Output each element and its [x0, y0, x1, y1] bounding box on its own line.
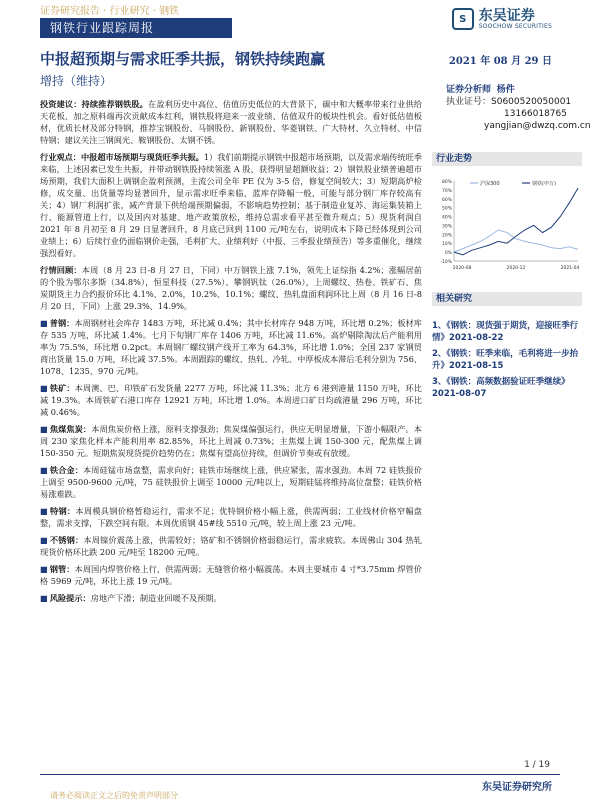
paragraph-lead: 行业观点：中报超市场预期与现货旺季共振。	[40, 152, 204, 162]
analyst-email[interactable]: yangjian@dwzq.com.cn	[484, 121, 591, 131]
y-tick-label: 70%	[441, 188, 452, 194]
report-banner: 钢铁行业跟踪周报	[40, 18, 232, 38]
footer-divider	[40, 774, 560, 775]
footer-brand: 东吴证券研究所	[482, 782, 552, 793]
paragraph-market	[40, 264, 422, 312]
item-label: 特钢：	[50, 506, 76, 516]
bullet-icon: ■	[40, 535, 48, 545]
item-label: 铁合金：	[49, 465, 83, 475]
y-tick-label: 20%	[441, 233, 452, 239]
y-tick-label: 30%	[441, 224, 452, 230]
item-text: 本周镍价震荡上涨，供需较好；铬矿和不锈钢价格弱稳运行，需求疲软。本周佛山 304 热轧现货价格环比跌 200 元/吨至 18200 元/吨。	[40, 535, 422, 557]
related-section-header: 相关研究	[432, 292, 582, 306]
item-special-steel	[40, 505, 422, 529]
item-label: 焦煤焦炭：	[49, 424, 92, 434]
trend-chart-svg	[432, 175, 582, 275]
x-tick-label: 2020-08	[452, 266, 472, 271]
analyst-info	[446, 84, 591, 132]
rating: 增持（维持）	[40, 74, 113, 88]
brand-logo-icon: S	[452, 8, 474, 30]
item-label: 铁矿：	[49, 383, 75, 393]
related-item[interactable]: 3、《钢铁：高频数据验证旺季继续》2021-08-07	[432, 377, 570, 399]
bullet-icon: ■	[40, 383, 48, 393]
bullet-icon: ■	[40, 564, 48, 574]
y-tick-label: 60%	[441, 197, 452, 203]
report-body	[40, 98, 422, 609]
item-iron-ore	[40, 382, 422, 418]
item-label: 风险提示：	[49, 593, 91, 603]
item-label: 钢管：	[49, 564, 75, 574]
item-text: 本周钢材社会库存 1483 万吨，环比减 0.4%；其中长材库存 948 万吨，环比增 0.2%；板材库存 535 万吨，环比减 1.4%。七月下旬钢厂库存 1406 万吨，环比减 11.6%。高炉剔除淘汰后产能利用率为 75.5%，环比增 0.2pct。本周钢厂螺纹钢产线开工率为 64.3%，环比增 1.0%；全国 237 家钢贸商出货量 15.0 万吨，环比减 37.5%。本周跟踪的螺纹、热轧、冷轧、中厚板成本滞后毛利分别为 756、1078、1235、970 元/吨。	[40, 318, 422, 376]
brand-name: 东吴证券	[478, 7, 535, 24]
y-tick-label: 50%	[441, 206, 452, 212]
bullet-icon: ■	[40, 593, 48, 603]
item-pipe	[40, 563, 422, 587]
paragraph-investment	[40, 98, 422, 146]
paragraph-view	[40, 151, 422, 259]
y-tick-label: -10%	[440, 260, 452, 265]
analyst-phone: 13166018765	[504, 109, 567, 119]
paragraph-lead: 投资建议：持续推荐钢铁股。	[40, 99, 148, 109]
analyst-role: 证券分析师	[446, 85, 492, 95]
related-item[interactable]: 1、《钢铁：现货强于期货，迎接旺季行情》2021-08-22	[432, 321, 579, 343]
report-date: 2021 年 08 月 29 日	[448, 56, 552, 67]
paragraph-text: 1）我们前期提示钢铁中报超市场预期，以及需求端传统旺季来临，上述因素已发生共振，并带动钢铁股持续领涨 A 股，获得明显超额收益；2）钢铁股业绩普遍超市场预期，我们大面积上调钢企盈利预测，主流公司全年 PE 仅为 3-5 倍，修复空间较大；3）短期高炉检修，成交量、出货量等均显著回升，显示需求旺季来临，蓝库存降幅一般，可能与部分钢厂库存较高有关；4）钢厂利润扩张，减产背景下供给端预期偏弱，不影响趋势控制；基于制造业复苏、海运集装箱上行、能源管道上行，以及国内对基建、地产政策放松，维持总需求看平甚至微升观点；5）现货利润自 2021 年 8 月初至 8 月 29 日显著回升，8 月底已回到 1100 元/吨左右，说明成本下降已经体现到公司业绩上；6）后续行业仍面临钢价走强，毛利扩大、业绩利好（中报、三季报业绩预告）等多重催化，继续强烈看好。	[40, 152, 422, 258]
paragraph-text: 本周（8 月 23 日-8 月 27 日，下同）中万钢铁上涨 7.1%，领先上证综指 4.2%；涨幅居前的个股为鄂尔多斯（34.8%），恒星科技（27.5%）、攀钢钒钛（26.0%），上周螺纹、热卷、铁矿石、焦炭期货主力合约报价环比 4.1%、2.0%，10.2%、10.1%；螺纹、热轧盘面利润环比上周（8 月 16 日-8 月 20 日，下同）上涨 29.3%、14.9%。	[40, 265, 422, 311]
item-label: 普钢：	[49, 318, 75, 328]
series-line-0	[454, 230, 578, 252]
item-coke	[40, 423, 422, 459]
item-stainless	[40, 534, 422, 558]
page-number: 1 / 19	[524, 760, 550, 770]
bullet-icon: ■	[40, 318, 48, 328]
paragraph-text: 在盈利历史中高位、估值历史低位的大背景下，碳中和大概率带来行业供给天花板、加之原料端再次贡献成本红利，钢铁股将迎来一波业绩、估值双升的板块性机会。看好低估值板材，优质长材及部分特钢，推荐宝钢股份、马钢股份、新钢股份、华菱钢铁、广大特材、久立特材、中信特钢；建议关注三钢闽光、鞍钢股份、太钢不锈。	[40, 99, 422, 145]
report-category: 证券研究报告 · 行业研究 · 钢铁	[40, 6, 180, 17]
x-tick-label: 2020-12	[506, 266, 526, 271]
item-text: 本周澳、巴、印铁矿石发货量 2277 万吨，环比减 11.3%；北方 6 港到港量 1150 万吨，环比减 19.3%。本周铁矿石港口库存 12921 万吨，环比增 1.0%。本周进口矿日均疏港量 296 万吨，环比减 0.46%。	[40, 383, 422, 417]
bullet-icon: ■	[40, 424, 48, 434]
analyst-name: 杨件	[496, 85, 515, 95]
item-text: 本周模具钢价格暂稳运行，需求不足；优特钢价格小幅上涨，供需两弱；工业线材价格窄幅盘整，需求支撑，下跌空间有限。本周优质钢 45#线 5510 元/吨，较上周上涨 23 元/吨。	[40, 506, 422, 528]
trend-section-header: 行业走势	[432, 152, 582, 166]
item-risk	[40, 592, 422, 604]
bullet-icon: ■	[40, 506, 49, 516]
y-tick-label: 10%	[441, 242, 452, 248]
item-text: 本周焦炭价格上涨，原料支撑强劲；焦炭煤偏强运行，供应无明显增量，下游小幅限产。本周 230 家焦化样本产能利用率 82.85%，环比上周减 0.73%；主焦煤上调 150-300 元，配焦煤上调 150-350 元。短期焦炭现货提价趋势仍在；焦煤有望高位持续，但调价节奏或有放缓。	[40, 424, 422, 458]
y-tick-label: 40%	[441, 215, 452, 221]
x-tick-label: 2021-04	[560, 266, 580, 271]
analyst-cert: 执业证号：S0600520050001	[446, 97, 572, 107]
related-list	[432, 320, 582, 404]
brand	[452, 8, 552, 30]
y-tick-label: 80%	[441, 180, 452, 185]
item-text: 房地产下滑；制造业回暖不及预期。	[90, 593, 222, 603]
disclaimer-note: 请务必阅读正文之后的免责声明部分	[50, 791, 178, 800]
legend-label: 沪深300	[480, 181, 500, 187]
item-text: 本周硅锰市场盘整，需求向好；硅铁市场继续上涨，供应紧张，需求强劲。本周 72 硅铁报价上调至 9500-9600 元/吨，75 硅铁报价上调至 10000 元/吨以上，短期硅锰将维持高位盘整；硅铁价格易涨难跌。	[40, 465, 422, 499]
item-text: 本周国内焊管价格上行，供需两弱；无缝管价格小幅震荡。本周主要城市 4 寸*3.75mm 焊管价格 5969 元/吨，环比上涨 19 元/吨。	[40, 564, 422, 586]
item-ordinary-steel	[40, 317, 422, 377]
trend-chart	[432, 175, 582, 275]
paragraph-lead: 行情回顾：	[40, 265, 82, 275]
item-label: 不锈钢：	[49, 535, 84, 545]
report-title: 中报超预期与需求旺季共振，钢铁持续跑赢	[40, 50, 326, 68]
y-tick-label: 0%	[444, 251, 452, 257]
brand-name-en: SOOCHOW SECURITIES	[478, 22, 552, 30]
item-ferroalloy	[40, 464, 422, 500]
legend-label: 钢铁(申万)	[532, 181, 556, 187]
bullet-icon: ■	[40, 465, 48, 475]
related-item[interactable]: 2、《钢铁：旺季来临，毛利将进一步抬升》2021-08-15	[432, 349, 579, 371]
